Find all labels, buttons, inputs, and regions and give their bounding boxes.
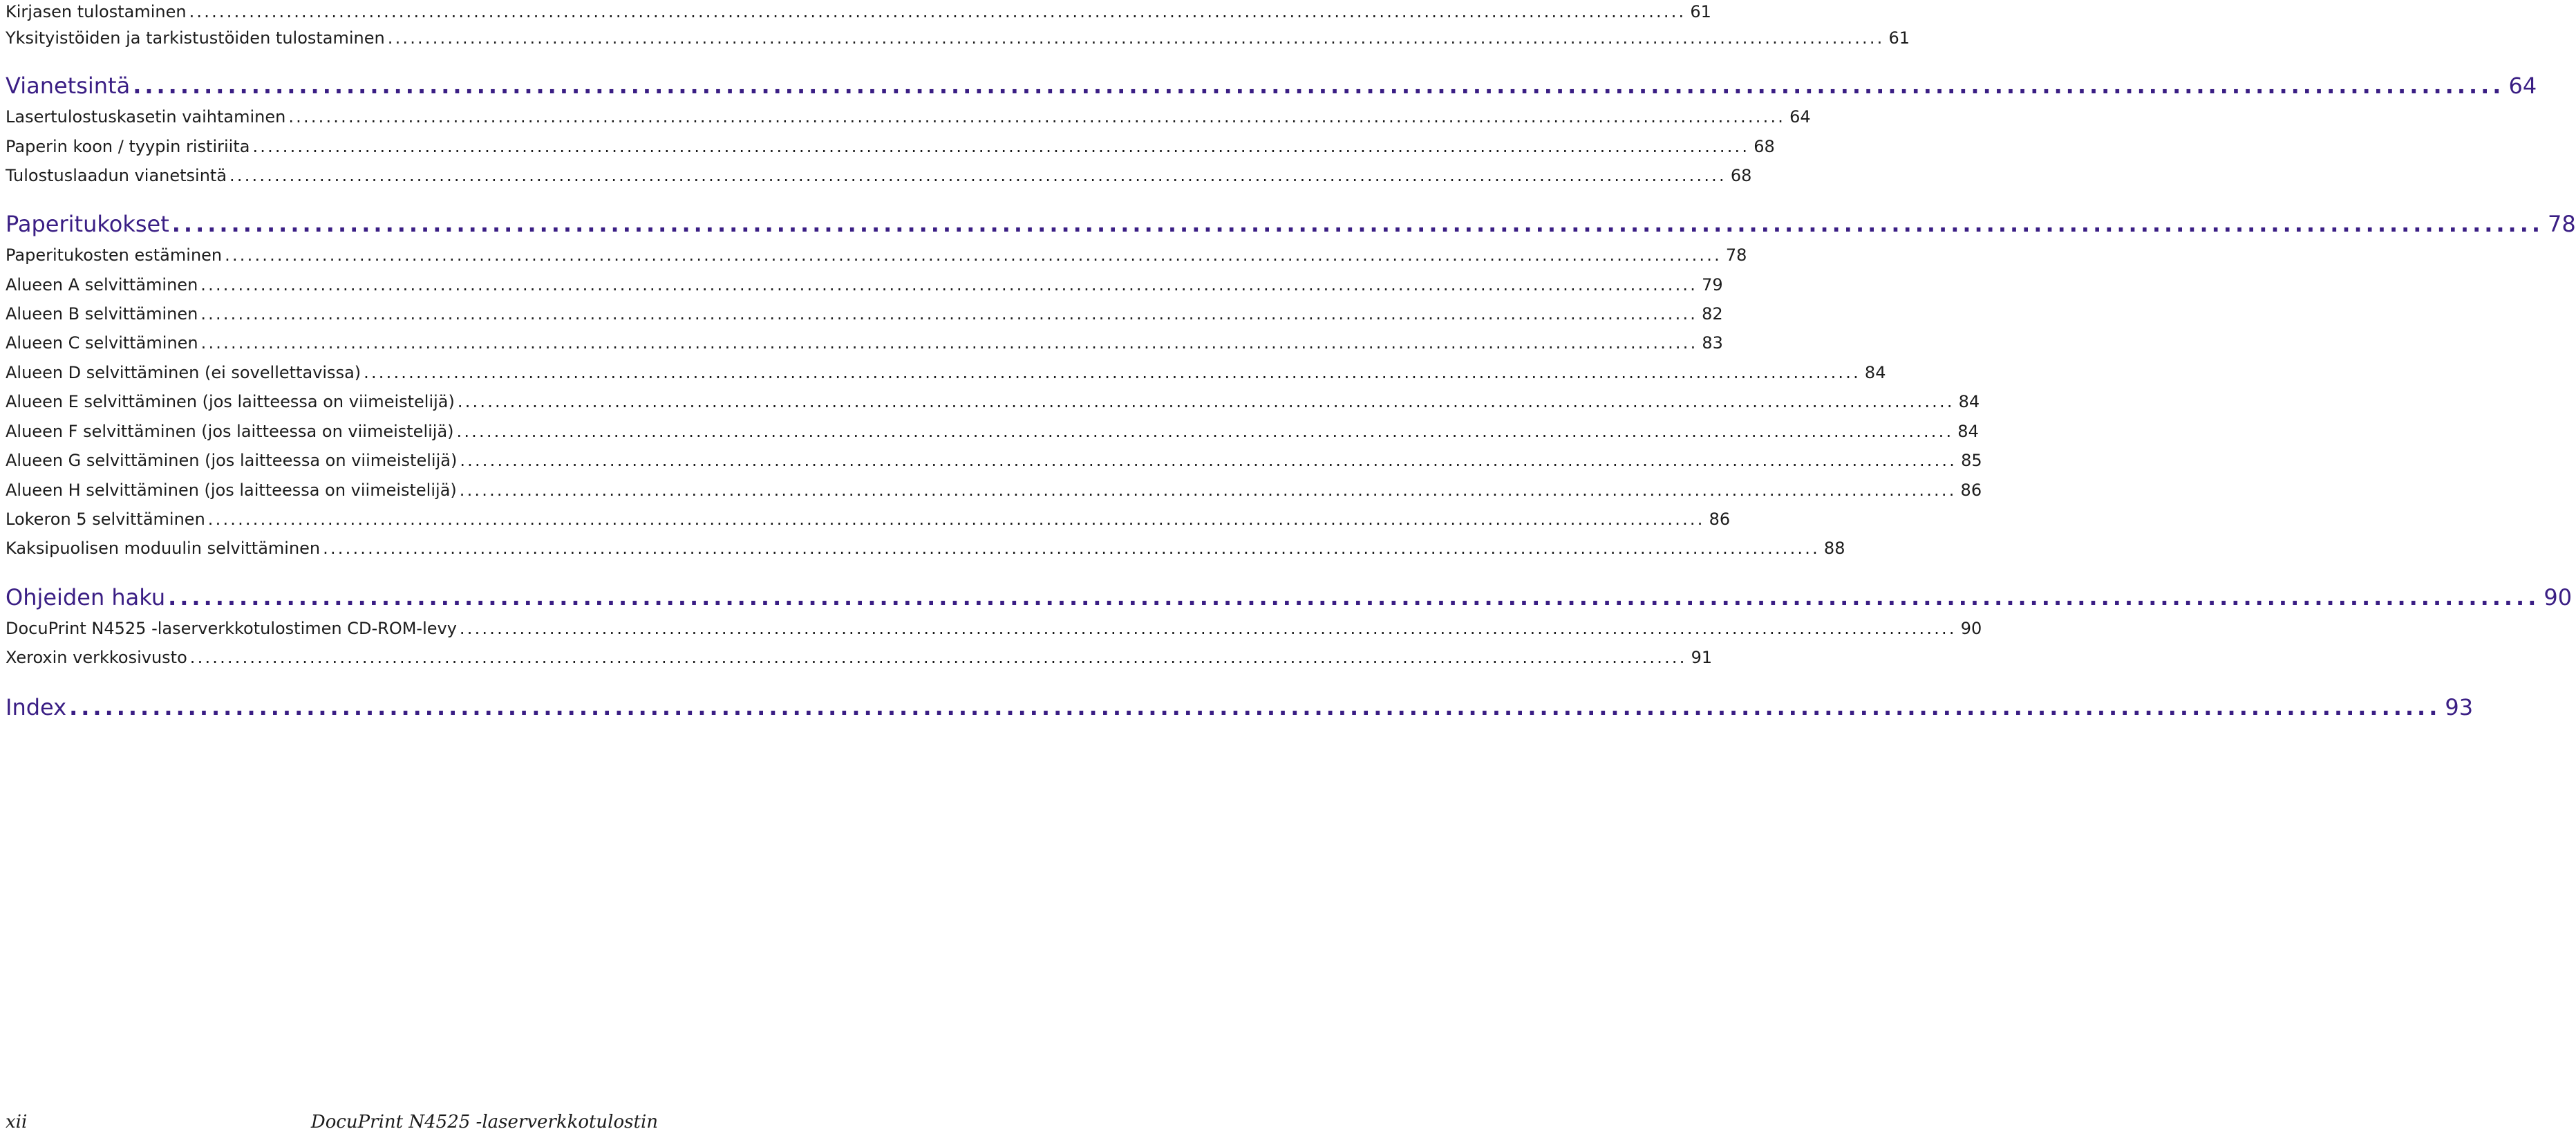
toc-entry-title: Alueen F selvittäminen (jos laitteessa on viimeistelijä) [6,422,454,441]
toc-entry-page: 78 [1725,245,1747,265]
toc-entry[interactable] [6,507,1731,531]
toc-chapter-entry[interactable] [6,582,2573,613]
toc-entry-page: 86 [1709,510,1731,529]
toc-entry-page: 84 [1957,422,1979,441]
toc-entry-page: 83 [1702,333,1723,353]
toc-entry-title: Vianetsintä [6,73,131,99]
toc-leader-dots: ........................................................................................................................................................................................................ [457,392,1955,411]
toc-entry[interactable] [6,478,1982,502]
toc-leader-dots: ........................................................................................................................................................................................................ [200,275,1698,295]
toc-entry-title: Yksityistöiden ja tarkistustöiden tulostaminen [6,28,385,48]
toc-entry-title: Alueen D selvittäminen (ei sovellettavissa) [6,363,361,382]
toc-leader-dots: ........................................................................................................................................................................................................ [168,584,2540,610]
toc-entry[interactable] [6,617,1982,640]
toc-entry-page: 78 [2548,211,2576,237]
toc-entry[interactable] [6,243,1747,267]
toc-leader-dots: ........................................................................................................................................................................................................ [69,694,2441,720]
toc-entry-title: Alueen A selvittäminen [6,275,198,295]
toc-entry-page: 84 [1864,363,1886,382]
toc-entry-page: 61 [1888,28,1910,48]
toc-leader-dots: ........................................................................................................................................................................................................ [189,648,1687,667]
toc-leader-dots: ........................................................................................................................................................................................................ [171,211,2544,237]
toc-leader-dots: ........................................................................................................................................................................................................ [460,451,1957,470]
toc-chapter-entry[interactable] [6,692,2474,722]
toc-entry[interactable] [6,302,1723,326]
toc-chapter-entry[interactable] [6,71,2537,101]
toc-entry-title: Kaksipuolisen moduulin selvittäminen [6,539,321,558]
toc-entry[interactable] [6,420,1979,443]
toc-entry-page: 86 [1960,481,1982,500]
toc-entry-page: 68 [1730,166,1752,185]
toc-entry-title: Alueen E selvittäminen (jos laitteessa on viimeistelijä) [6,392,455,411]
footer-document-title: DocuPrint N4525 -laserverkkotulostin [310,1112,658,1132]
toc-entry-page: 68 [1754,137,1775,156]
toc-entry-page: 61 [1690,2,1711,21]
toc-leader-dots: ........................................................................................................................................................................................................ [207,510,1705,529]
page-footer [6,1112,658,1135]
toc-entry[interactable] [6,646,1713,669]
toc-leader-dots: ........................................................................................................................................................................................................ [200,304,1698,324]
toc-entry[interactable] [6,164,1752,187]
toc-leader-dots: ........................................................................................................................................................................................................ [288,107,1786,127]
toc-leader-dots: ........................................................................................................................................................................................................ [133,73,2505,99]
toc-leader-dots: ........................................................................................................................................................................................................ [225,245,1722,265]
toc-leader-dots: ........................................................................................................................................................................................................ [364,363,1861,382]
toc-entry[interactable] [6,331,1723,355]
toc-leader-dots: ........................................................................................................................................................................................................ [456,422,1954,441]
toc-entry[interactable] [6,135,1775,158]
toc-leader-dots: ........................................................................................................................................................................................................ [229,166,1727,185]
toc-entry-title: Paperin koon / tyypin ristiriita [6,137,250,156]
toc-entry-title: Alueen H selvittäminen (jos laitteessa on viimeistelijä) [6,481,457,500]
toc-chapter-entry[interactable] [6,209,2576,239]
toc-entry[interactable] [6,0,1711,24]
toc-entry-title: Alueen G selvittäminen (jos laitteessa on viimeistelijä) [6,451,458,470]
toc-leader-dots: ........................................................................................................................................................................................................ [189,2,1686,21]
toc-entry-page: 82 [1702,304,1723,324]
toc-entry-page: 91 [1691,648,1713,667]
toc-entry[interactable] [6,26,1910,50]
toc-entry-title: Alueen C selvittäminen [6,333,198,353]
toc-entry-title: Lokeron 5 selvittäminen [6,510,205,529]
toc-entry[interactable] [6,449,1982,472]
toc-entry[interactable] [6,105,1811,129]
toc-entry-page: 64 [1789,107,1811,127]
toc-entry[interactable] [6,273,1723,297]
toc-entry[interactable] [6,390,1980,413]
toc-leader-dots: ........................................................................................................................................................................................................ [459,481,1957,500]
toc-entry-title: Index [6,694,67,720]
toc-entry-page: 79 [1702,275,1723,295]
toc-leader-dots: ........................................................................................................................................................................................................ [200,333,1698,353]
toc-entry-page: 90 [1960,619,1982,638]
toc-entry-title: Tulostuslaadun vianetsintä [6,166,227,185]
toc-entry-title: Alueen B selvittäminen [6,304,198,324]
toc-entry[interactable] [6,537,1845,560]
toc-entry-title: Kirjasen tulostaminen [6,2,187,21]
toc-leader-dots: ........................................................................................................................................................................................................ [323,539,1820,558]
toc-entry[interactable] [6,361,1886,384]
toc-entry-page: 84 [1958,392,1980,411]
toc-entry-title: Xeroxin verkkosivusto [6,648,187,667]
toc-entry-page: 85 [1961,451,1982,470]
toc-leader-dots: ........................................................................................................................................................................................................ [459,619,1957,638]
toc-entry-title: DocuPrint N4525 -laserverkkotulostimen CD-ROM-levy [6,619,457,638]
toc-entry-page: 64 [2508,73,2537,99]
toc-entry-title: Paperitukosten estäminen [6,245,223,265]
toc-entry-title: Lasertulostuskasetin vaihtaminen [6,107,286,127]
toc-leader-dots: ........................................................................................................................................................................................................ [252,137,1750,156]
toc-entry-title: Paperitukokset [6,211,169,237]
toc-entry-title: Ohjeiden haku [6,584,166,610]
toc-entry-page: 90 [2544,584,2573,610]
toc-leader-dots: ........................................................................................................................................................................................................ [387,28,1885,48]
toc-entry-page: 93 [2445,694,2474,720]
footer-page-number: xii [6,1112,28,1132]
toc-entry-page: 88 [1823,539,1845,558]
